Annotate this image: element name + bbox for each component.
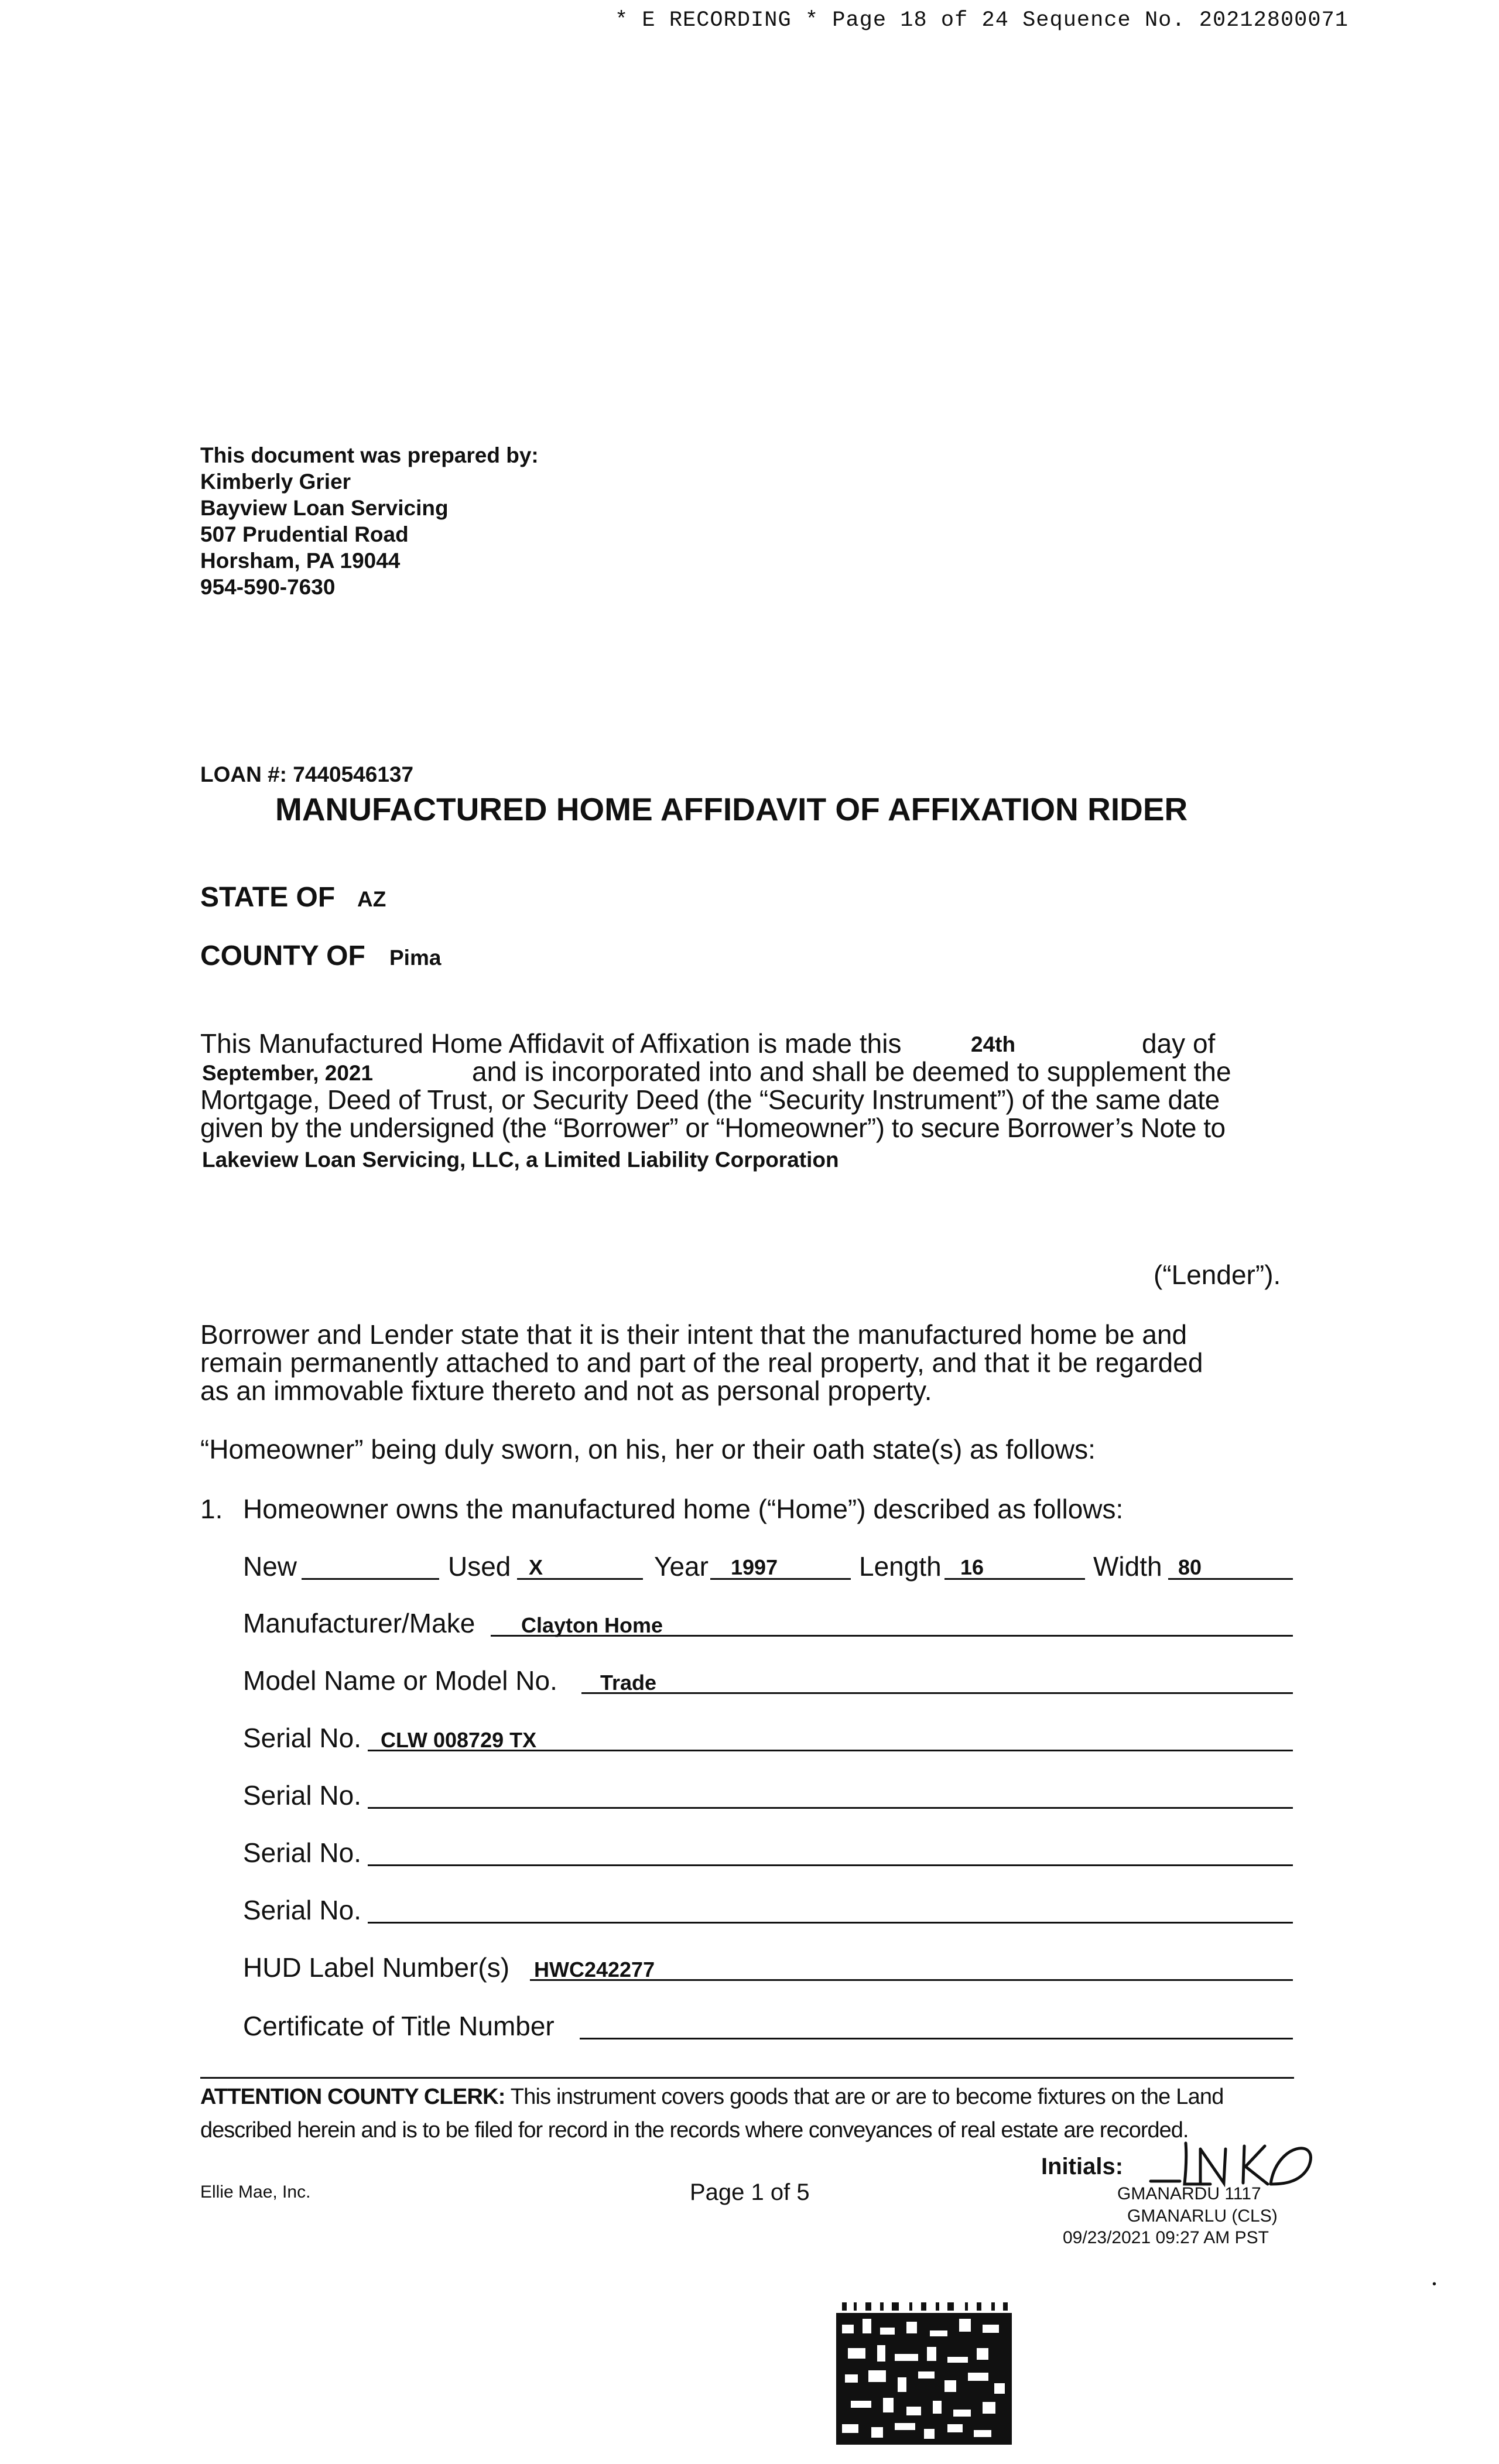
serial-label-4: Serial No.: [243, 1895, 361, 1925]
recording-header: * E RECORDING * Page 18 of 24 Sequence No. 20212800071: [615, 8, 1349, 33]
loan-number: LOAN #: 7440546137: [200, 762, 414, 786]
county-label: COUNTY OF: [200, 940, 365, 971]
serial-blank-3: [368, 1864, 1293, 1866]
item-1-text: Homeowner owns the manufactured home (“Home”) described as follows:: [243, 1494, 1124, 1524]
prepared-by-heading: This document was prepared by:: [200, 443, 539, 467]
intent-line-2: remain permanently attached to and part of the real property, and that it be regarded: [200, 1347, 1203, 1378]
width-label: Width: [1093, 1551, 1162, 1582]
month-value: September, 2021: [202, 1061, 374, 1085]
document-title: MANUFACTURED HOME AFFIDAVIT OF AFFIXATION RIDER: [275, 791, 1188, 827]
serial-label-3: Serial No.: [243, 1837, 361, 1868]
model-blank: [581, 1692, 1293, 1694]
page-number: Page 1 of 5: [690, 2179, 810, 2205]
form-code-1: GMANARDU 1117: [1117, 2184, 1261, 2203]
year-value: 1997: [731, 1555, 778, 1579]
vendor-name: Ellie Mae, Inc.: [200, 2182, 311, 2202]
preparer-street: 507 Prudential Road: [200, 522, 409, 546]
year-label: Year: [654, 1551, 709, 1582]
intro-line-1a: This Manufactured Home Affidavit of Affixation is made this: [200, 1028, 902, 1059]
used-value: X: [529, 1555, 543, 1579]
used-label: Used: [448, 1551, 511, 1582]
intro-line-1b: day of: [1142, 1028, 1216, 1059]
length-value: 16: [960, 1555, 984, 1579]
item-1-number: 1.: [200, 1494, 223, 1524]
model-value: Trade: [600, 1671, 657, 1695]
scan-dot: •: [1432, 2278, 1437, 2291]
model-label: Model Name or Model No.: [243, 1665, 557, 1696]
sworn-statement: “Homeowner” being duly sworn, on his, her or their oath state(s) as follows:: [200, 1434, 1096, 1464]
state-value: AZ: [357, 887, 386, 911]
lender-name: Lakeview Loan Servicing, LLC, a Limited Liability Corporation: [202, 1148, 839, 1172]
attention-line-2: described herein and is to be filed for record in the records where conveyances of real estate are recorded.: [200, 2118, 1189, 2143]
make-value: Clayton Home: [521, 1613, 663, 1637]
serial-label-2: Serial No.: [243, 1780, 361, 1811]
intro-line-4: given by the undersigned (the “Borrower” or “Homeowner”) to secure Borrower’s Note to: [200, 1113, 1226, 1143]
serial-blank-4: [368, 1922, 1293, 1924]
preparer-name: Kimberly Grier: [200, 470, 351, 494]
lender-tag: (“Lender”).: [1154, 1260, 1281, 1290]
preparer-company: Bayview Loan Servicing: [200, 496, 449, 520]
form-code-2: GMANARLU (CLS): [1127, 2206, 1278, 2226]
barcode-icon: [836, 2301, 1012, 2445]
title-number-label: Certificate of Title Number: [243, 2011, 555, 2041]
county-value: Pima: [389, 946, 442, 970]
make-label: Manufacturer/Make: [243, 1608, 475, 1638]
state-label: STATE OF: [200, 882, 336, 913]
initials-label: Initials:: [1041, 2154, 1124, 2179]
width-value: 80: [1178, 1555, 1202, 1579]
day-value: 24th: [971, 1032, 1016, 1056]
intent-line-3: as an immovable fixture thereto and not as personal property.: [200, 1375, 932, 1406]
timestamp: 09/23/2021 09:27 AM PST: [1063, 2228, 1269, 2247]
attention-heading: ATTENTION COUNTY CLERK:: [200, 2085, 505, 2109]
serial-blank-2: [368, 1807, 1293, 1809]
title-number-blank: [580, 2038, 1293, 2039]
attention-line-1: [200, 2085, 1224, 2110]
preparer-phone: 954-590-7630: [200, 575, 336, 599]
new-blank: [302, 1578, 439, 1580]
intent-line-1: Borrower and Lender state that it is their intent that the manufactured home be and: [200, 1319, 1187, 1350]
intro-line-3: Mortgage, Deed of Trust, or Security Deed (the “Security Instrument”) of the same date: [200, 1084, 1220, 1115]
preparer-city: Horsham, PA 19044: [200, 549, 401, 573]
attention-rule: [200, 2077, 1294, 2079]
serial-value-1: CLW 008729 TX: [381, 1728, 537, 1752]
length-label: Length: [859, 1551, 942, 1582]
hud-value: HWC242277: [534, 1957, 655, 1982]
new-label: New: [243, 1551, 297, 1582]
hud-label: HUD Label Number(s): [243, 1952, 510, 1983]
intro-line-2: and is incorporated into and shall be deemed to supplement the: [472, 1056, 1231, 1087]
attention-text-1: This instrument covers goods that are or are to become fixtures on the Land: [510, 2085, 1224, 2109]
serial-label-1: Serial No.: [243, 1723, 361, 1753]
